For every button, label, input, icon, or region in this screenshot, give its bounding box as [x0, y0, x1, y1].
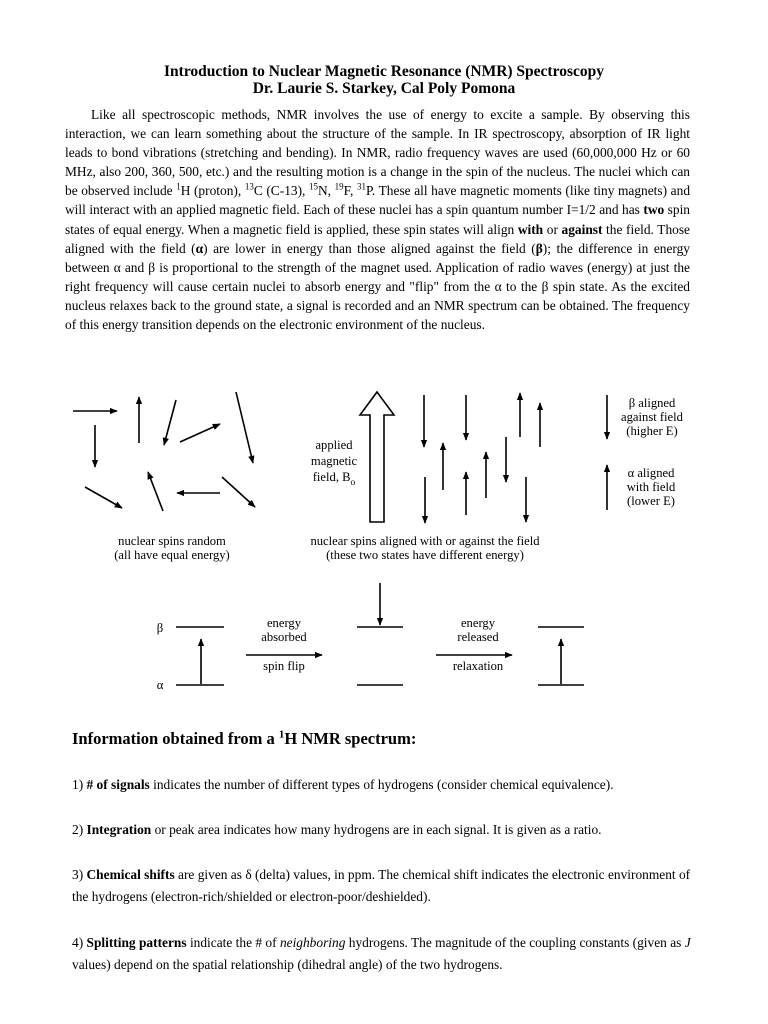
- list-item: 3) Chemical shifts are given as δ (delta) values, in ppm. The chemical shift indicates the electronic environment of the hydrogens (electron-rich/shielded or electron-poor/deshielded).: [72, 867, 691, 904]
- random-spins: [73, 392, 255, 511]
- superscript: 1: [176, 181, 181, 192]
- alpha-legend-line2: with field: [626, 480, 676, 494]
- intro-text: F,: [343, 183, 357, 199]
- emphasis: two: [643, 202, 665, 218]
- aligned-spins: [424, 393, 540, 523]
- superscript: 15: [309, 181, 318, 192]
- intro-text: C (C-13),: [253, 183, 309, 199]
- intro-text: ); the difference in energy between α and β is proportional to the strength of the magnet used. Application of radio waves (energy) at just the right frequency will cause certain nuclei to absorb energy and "flip" from the α to the β spin state. As the excited nucleus relaxes back to the ground state, a signal is recorded and an NMR spectrum can be obtained. The frequency of this energy transition depends on the electronic environment of the nucleus.: [65, 240, 691, 333]
- intro-text: P. These all have magnetic moments (like tiny magnets) and will interact with an applied magnetic field. Each of these nuclei has a spin quantum number I=1/2 and has: [65, 183, 691, 218]
- applied-field-arrow: [360, 392, 394, 522]
- field-label-line3: field, $B_o$: [312, 470, 356, 488]
- emphasis: with: [517, 221, 544, 237]
- energy-released-line2: released: [457, 630, 499, 644]
- field-label-line2: magnetic: [310, 454, 358, 468]
- relaxation-label: relaxation: [452, 659, 504, 673]
- energy-levels: [176, 583, 584, 685]
- alpha-legend-line1: α aligned: [627, 466, 675, 480]
- list-item: 1) # of signals indicates the number of different types of hydrogens (consider chemical equivalence).: [72, 777, 614, 792]
- list-item: 2) Integration or peak area indicates how many hydrogens are in each signal. It is given as a ratio.: [72, 822, 602, 837]
- emphasis: β: [535, 240, 543, 256]
- intro-text: or: [543, 221, 562, 237]
- beta-level-label: β: [156, 621, 164, 635]
- aligned-caption-line1: nuclear spins aligned with or against the field: [310, 534, 540, 548]
- spin-arrow: [164, 400, 176, 445]
- spin-flip-label: spin flip: [263, 659, 305, 673]
- intro-text: ) are lower in energy than those aligned against the field (: [203, 240, 536, 256]
- document-title: Introduction to Nuclear Magnetic Resonance (NMR) Spectroscopy: [164, 63, 604, 80]
- spin-diagram: [0, 385, 768, 705]
- intro-text: H (proton),: [180, 183, 245, 199]
- document-author: Dr. Laurie S. Starkey, Cal Poly Pomona: [252, 80, 516, 97]
- superscript: 31: [356, 181, 366, 192]
- emphasis: against: [561, 221, 603, 237]
- spin-arrow: [180, 424, 220, 442]
- intro-text: the field. Those aligned with the field (: [65, 221, 690, 256]
- beta-legend-line1: β aligned: [628, 396, 676, 410]
- intro-text: Like all spectroscopic methods, NMR involves the use of energy to excite a sample. By observing this interaction, we can learn something about the structure of the sample. In IR spectroscopy, absorption of IR light leads to bond vibrations (stretching and bending). In NMR, radio frequency waves are used (60,000,000 Hz or 60 MHz, also 200, 360, 500, etc.) and the resulting motion is a change in the spin of the nucleus. The nuclei which can be observed include: [65, 107, 690, 199]
- random-caption-line1: nuclear spins random: [118, 534, 226, 548]
- list-item: 4) Splitting patterns indicate the # of neighboring hydrogens. The magnitude of the coupling constants (given as J values) depend on the spatial relationship (dihedral angle) of the two hydrogens.: [72, 935, 691, 972]
- intro-paragraph: [65, 105, 690, 334]
- energy-absorbed-line2: absorbed: [261, 630, 307, 644]
- aligned-caption-line2: (these two states have different energy): [326, 548, 524, 562]
- alpha-legend-line3: (lower E): [627, 494, 675, 508]
- superscript: 19: [334, 181, 344, 192]
- spin-arrow: [222, 477, 255, 507]
- intro-text: N,: [318, 183, 335, 199]
- random-caption-line2: (all have equal energy): [114, 548, 230, 562]
- energy-absorbed-line1: energy: [266, 616, 302, 630]
- intro-text: spin states of equal energy. When a magnetic field is applied, these spin states will align: [65, 202, 690, 237]
- spin-arrow: [85, 487, 122, 508]
- energy-released-line1: energy: [460, 616, 496, 630]
- beta-legend-line3: (higher E): [626, 424, 678, 438]
- emphasis: α: [195, 240, 204, 256]
- alpha-level-label: α: [156, 678, 164, 692]
- spin-arrow: [148, 472, 163, 511]
- document-header: [0, 63, 768, 97]
- info-heading: Information obtained from a $^1$H NMR spectrum:: [72, 728, 417, 748]
- field-label-line1: applied: [315, 438, 353, 452]
- superscript: 13: [244, 181, 254, 192]
- beta-legend-line2: against field: [621, 410, 683, 424]
- spin-arrow: [236, 392, 253, 463]
